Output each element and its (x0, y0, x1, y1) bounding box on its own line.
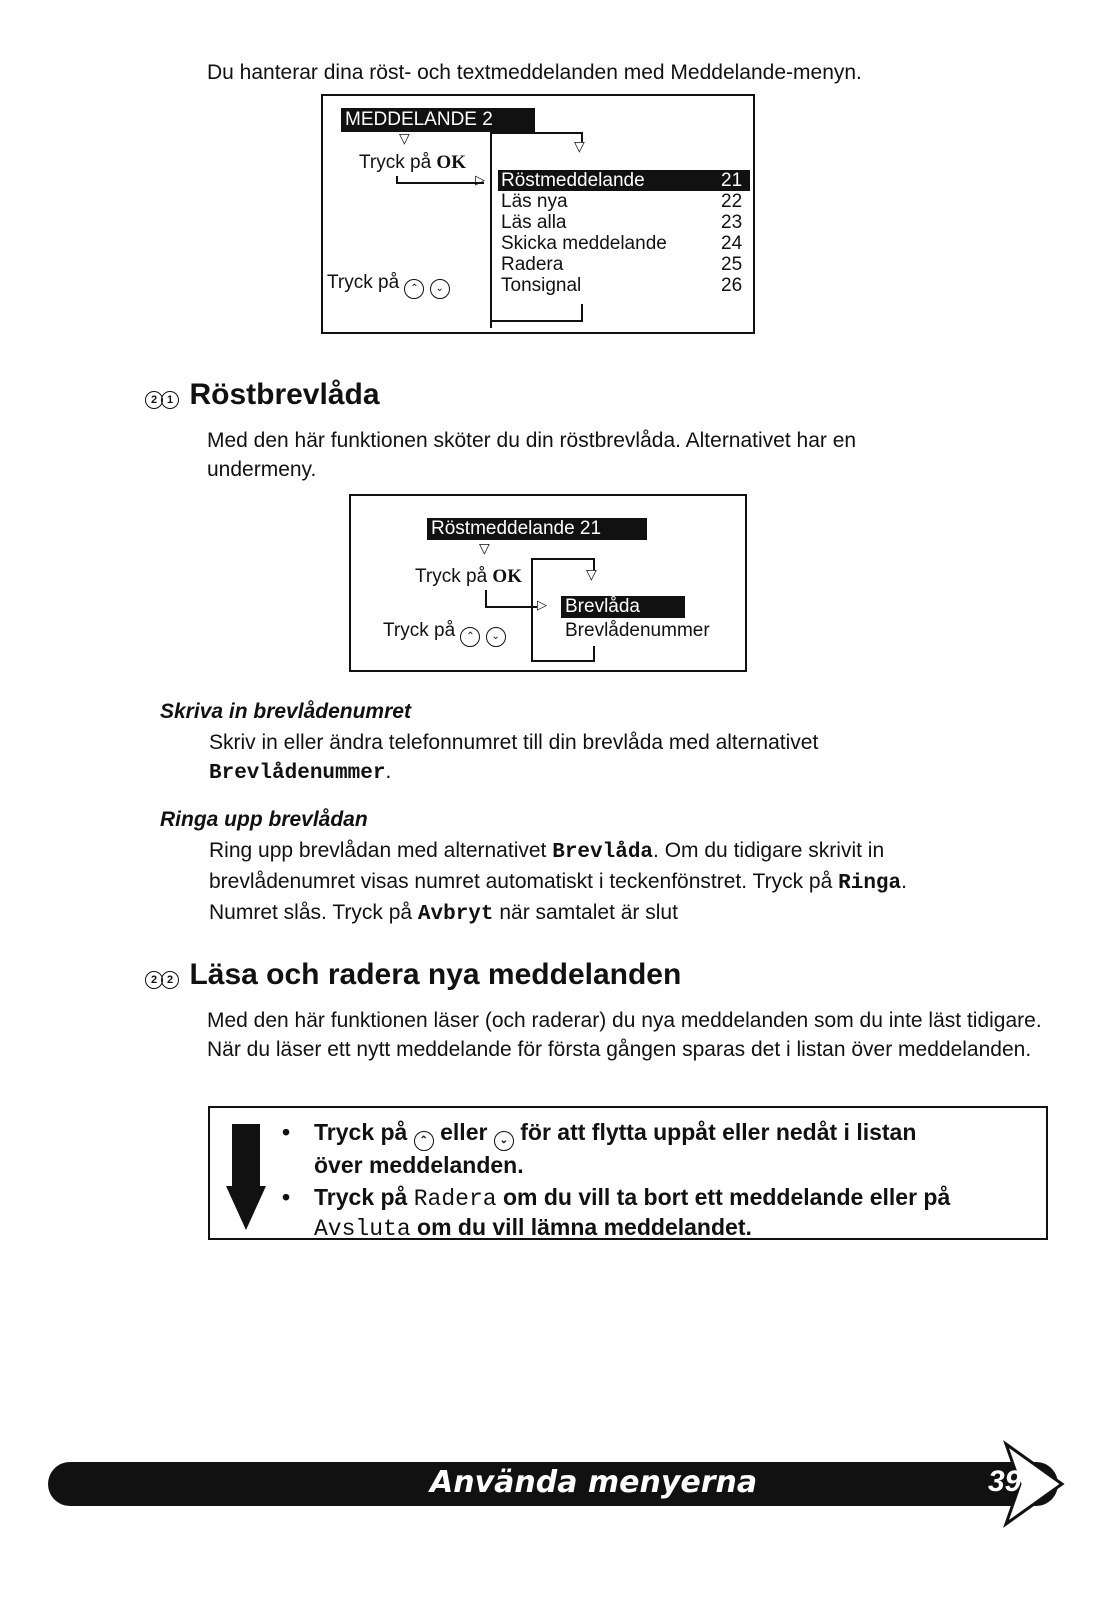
menu2-title: Röstmeddelande 21 (427, 518, 647, 540)
menu1-item-label[interactable]: Skicka meddelande (501, 233, 667, 254)
down-arrow-icon: ▽ (574, 138, 585, 154)
note-bullet-1: • Tryck på ⌃ eller ⌄ för att flytta uppåt eller nedåt i listan över meddelanden. (282, 1119, 917, 1178)
menu1-item-number: 24 (721, 233, 743, 254)
menu1-item-label[interactable]: Läs alla (501, 212, 567, 233)
press-ok-label: Tryck på OK (415, 566, 522, 587)
right-arrow-icon: ▷ (537, 597, 547, 612)
section1-body: Med den här funktionen sköter du din röstbrevlåda. Alternativet har en undermeny. (207, 429, 857, 481)
note-box (208, 1106, 1048, 1240)
down-arrow-icon: ⌄ (494, 1131, 514, 1151)
menu1-item-number: 25 (721, 254, 743, 275)
menu1-item-number: 22 (721, 191, 743, 212)
page-number: 39 (988, 1465, 1022, 1498)
note-bullets (282, 1118, 1042, 1243)
sub1-body: Skriv in eller ändra telefonnumret till din brevlåda med alternativet Brevlådenummer. (209, 731, 819, 785)
menu1-item-label[interactable]: Tonsignal (501, 275, 582, 296)
up-arrow-icon: ⌃ (460, 627, 480, 647)
attention-arrow-icon (226, 1124, 266, 1230)
key-1-icon: 1 (161, 391, 179, 409)
sub2-body: Ring upp brevlådan med alternativet Brevlåda. Om du tidigare skrivit in brevlådenumret visas numret automatiskt i teckenfönstret. Tryck på Ringa. Numret slås. Tryck på Avbryt när samtalet är slut (209, 839, 907, 926)
up-arrow-icon: ⌃ (414, 1131, 434, 1151)
down-arrow-icon: ▽ (586, 566, 597, 582)
menu1-item-label[interactable]: Läs nya (501, 191, 568, 212)
section-heading-2: 2 2 Läsa och radera nya meddelanden (145, 958, 681, 992)
section-heading-1: 2 1 Röstbrevlåda (145, 378, 380, 412)
menu-diagram-1 (321, 94, 755, 334)
menu1-title: MEDDELANDE 2 (341, 108, 535, 132)
right-arrow-icon: ▷ (475, 172, 485, 187)
key-2-icon: 2 (161, 971, 179, 989)
menu2-item-brevladenummer[interactable]: Brevlådenummer (565, 620, 710, 641)
menu1-item-number: 23 (721, 212, 743, 233)
up-arrow-icon: ⌃ (404, 279, 424, 299)
down-arrow-icon: ⌄ (430, 279, 450, 299)
down-arrow-icon: ▽ (479, 540, 490, 556)
key-2-icon: 2 (145, 971, 163, 989)
subheading-skriva: Skriva in brevlådenumret (160, 700, 411, 723)
footer-title: Använda menyerna (430, 1465, 758, 1500)
press-arrows-label: Tryck på ⌃ ⌄ (383, 620, 506, 647)
key-2-icon: 2 (145, 391, 163, 409)
menu1-item-label[interactable]: Röstmeddelande (501, 170, 645, 191)
menu-diagram-2 (349, 494, 747, 672)
section2-body: Med den här funktionen läser (och raderar) du nya meddelanden som du inte läst tidigare. När du läser ett nytt meddelande för första gången sparas det i listan över meddelanden. (207, 1009, 1042, 1061)
press-ok-label: Tryck på OK (359, 152, 466, 173)
down-arrow-icon: ⌄ (486, 627, 506, 647)
intro-text: Du hanterar dina röst- och textmeddelanden med Meddelande-menyn. (207, 61, 862, 84)
subheading-ringa: Ringa upp brevlådan (160, 808, 368, 831)
menu2-item-brevlada[interactable]: Brevlåda (561, 596, 685, 618)
menu1-item-number: 26 (721, 275, 743, 296)
note-bullet-2: • Tryck på Radera om du vill ta bort ett meddelande eller på Avsluta om du vill lämna meddelandet. (282, 1184, 951, 1242)
down-arrow-icon: ▽ (399, 130, 410, 146)
menu1-item-number: 21 (721, 170, 743, 191)
press-arrows-label: Tryck på ⌃ ⌄ (327, 272, 450, 299)
menu1-item-label[interactable]: Radera (501, 254, 564, 275)
